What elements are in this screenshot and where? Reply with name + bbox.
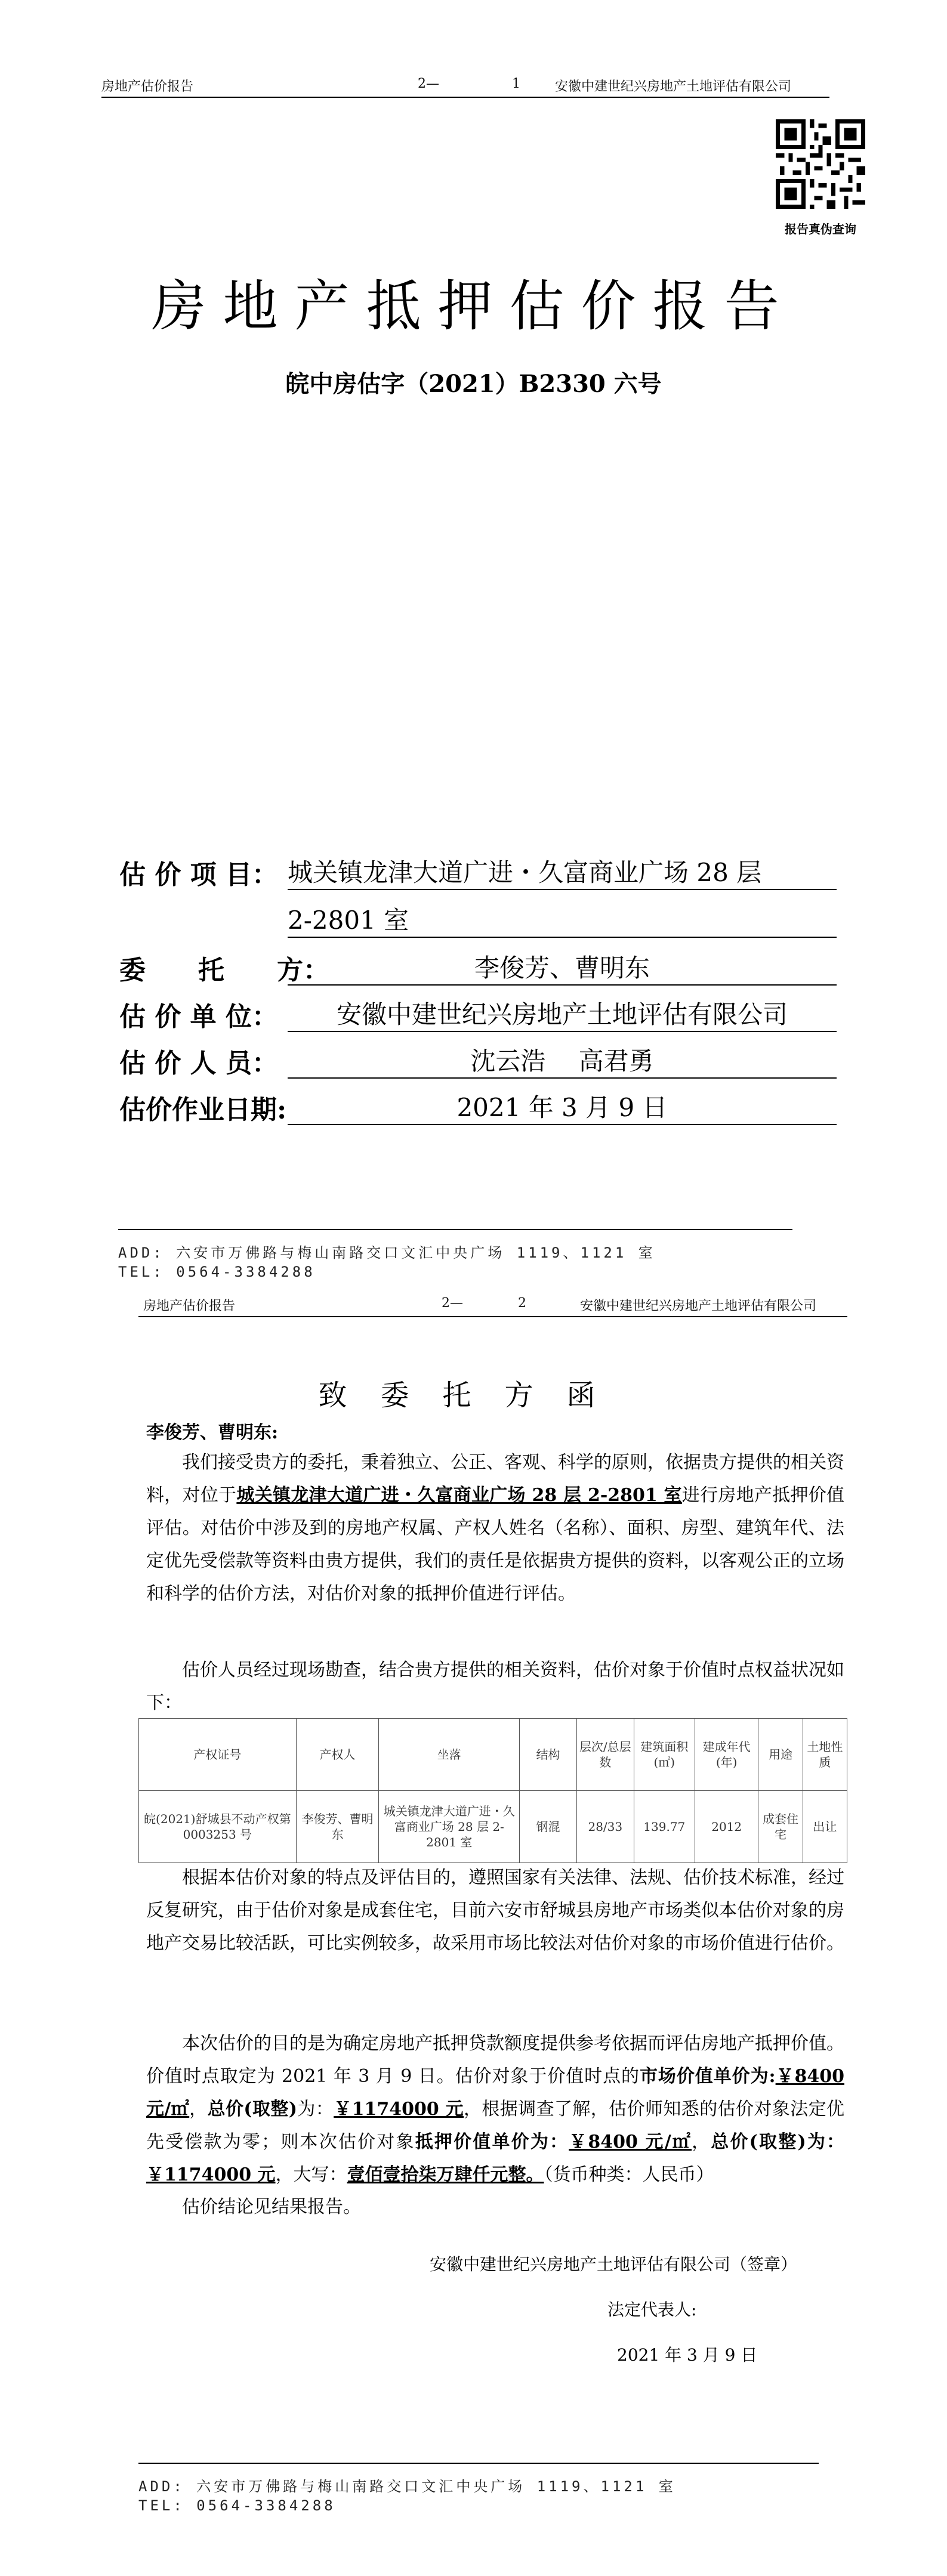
- paragraph-1: [146, 1446, 844, 1610]
- p4-mortgage-total-label: 总价(取整): [711, 2132, 806, 2152]
- report-title: 房地产抵押估价报告: [151, 274, 796, 338]
- footer-address: ADD: 六安市万佛路与梅山南路交口文汇中央广场 1119、1121 室: [138, 2478, 676, 2495]
- table-cell: 139.77: [634, 1791, 695, 1863]
- p4-mortgage-unit-price: ￥8400 元/㎡: [569, 2132, 692, 2152]
- table-cell: 2012: [695, 1791, 758, 1863]
- p1-address: 城关镇龙津大道广进・久富商业广场 28 层 2-2801 室: [236, 1485, 682, 1506]
- header-left: 房地产估价报告: [143, 1299, 236, 1314]
- header-left: 房地产估价报告: [101, 79, 194, 94]
- p2-text: 估价人员经过现场勘查，结合贵方提供的相关资料，估价对象于价值时点权益状况如下：: [146, 1660, 844, 1713]
- footer-tel: TEL: 0564-3384288: [138, 2497, 336, 2514]
- p4-text: ，: [692, 2132, 711, 2152]
- p4-text: 为：: [806, 2132, 845, 2152]
- project-value-line1: 城关镇龙津大道广进・久富商业广场 28 层: [288, 858, 762, 887]
- header-page-a: 2—: [418, 76, 439, 91]
- footer-rule: [138, 2463, 819, 2464]
- qr-caption: 报告真伪查询: [785, 222, 856, 236]
- header-right: 安徽中建世纪兴房地产土地评估有限公司: [555, 79, 792, 94]
- header-rule: [138, 1316, 847, 1317]
- p4-text: 本次估价的目的是为确定房地产抵押贷款额度提供参考依据而评估房地产抵押价值。价值时点取定为 2021 年 3 月 9 日。估价对象于价值时点的: [146, 2033, 844, 2087]
- table-header: 用途: [758, 1719, 803, 1791]
- header-page-b: 1: [512, 76, 520, 91]
- footer-rule: [118, 1229, 792, 1230]
- p4-text: ，根据调查了解，估价师知悉的估价对象法定优先受偿款为零；则本次估价对象: [146, 2099, 845, 2152]
- paragraph-3: [146, 1861, 844, 1960]
- salutation: 李俊芳、曹明东:: [146, 1422, 279, 1443]
- table-header-row: [139, 1719, 847, 1791]
- p4-text: 为：: [297, 2099, 334, 2120]
- footer-tel: TEL: 0564-3384288: [118, 1264, 316, 1280]
- client-label: 委 托 方：: [119, 955, 329, 986]
- table-cell: 皖(2021)舒城县不动产权第 0003253 号: [139, 1791, 297, 1863]
- date-value: 2021 年 3 月 9 日: [456, 1093, 668, 1122]
- table-cell: 成套住宅: [758, 1791, 803, 1863]
- qr-code-icon[interactable]: [776, 119, 865, 209]
- person-label: 估 价 人 员：: [119, 1048, 278, 1079]
- p4-currency-note: （货币种类：人民币）: [544, 2164, 714, 2185]
- p4-market-unit-label: 市场价值单价为:: [640, 2066, 776, 2087]
- table-header: 层次/总层数: [576, 1719, 634, 1791]
- date-underline: [288, 1124, 837, 1125]
- signature-representative: 法定代表人:: [607, 2300, 697, 2319]
- table-cell: 出让: [803, 1791, 847, 1863]
- table-cell: 钢混: [520, 1791, 577, 1863]
- paragraph-5: [146, 2191, 844, 2223]
- signature-date: 2021 年 3 月 9 日: [617, 2345, 758, 2365]
- unit-label: 估 价 单 位：: [119, 1002, 278, 1032]
- p4-mortgage-unit-label: 抵押价值单价为：: [415, 2132, 569, 2152]
- unit-value: 安徽中建世纪兴房地产土地评估有限公司: [336, 1000, 788, 1029]
- date-label: 估价作业日期:: [119, 1095, 287, 1125]
- p4-text: ，: [189, 2099, 208, 2120]
- project-label: 估 价 项 目：: [119, 860, 278, 890]
- p4-mortgage-total: ￥1174000 元: [146, 2164, 276, 2185]
- header-page-b: 2: [518, 1296, 526, 1311]
- table-header: 坐落: [379, 1719, 520, 1791]
- paragraph-4: [146, 2027, 844, 2191]
- client-value: 李俊芳、曹明东: [474, 953, 650, 983]
- table-header: 建筑面积(㎡): [634, 1719, 695, 1791]
- unit-underline: [288, 1031, 837, 1032]
- p4-market-unit-price: ￥8400 元/㎡: [146, 2066, 844, 2120]
- client-underline: [288, 984, 837, 986]
- table-header: 土地性质: [803, 1719, 847, 1791]
- person-underline: [288, 1077, 837, 1079]
- project-underline-1: [288, 889, 837, 890]
- table-header: 产权证号: [139, 1719, 297, 1791]
- table-header: 建成年代(年): [695, 1719, 758, 1791]
- p4-market-total-label: 总价(取整): [207, 2099, 297, 2120]
- table-row: [139, 1791, 847, 1863]
- p4-amount-in-words: 壹佰壹拾柒万肆仟元整。: [347, 2164, 544, 2185]
- project-value-line2: 2-2801 室: [288, 906, 409, 935]
- property-table: [138, 1718, 847, 1863]
- p4-market-total: ￥1174000 元: [334, 2099, 464, 2120]
- signature-company: 安徽中建世纪兴房地产土地评估有限公司（签章）: [430, 2254, 798, 2274]
- header-page-a: 2—: [442, 1296, 463, 1311]
- p4-text: ，大写：: [275, 2164, 347, 2185]
- project-underline-2: [288, 937, 837, 938]
- document-number: 皖中房估字（2021）B2330 六号: [285, 370, 662, 398]
- table-cell: 城关镇龙津大道广进・久富商业广场 28 层 2-2801 室: [379, 1791, 520, 1863]
- table-header: 产权人: [296, 1719, 379, 1791]
- letter-title: 致委托方函: [318, 1379, 629, 1412]
- paragraph-2: [146, 1654, 844, 1719]
- header-rule: [101, 97, 829, 98]
- footer-address: ADD: 六安市万佛路与梅山南路交口文汇中央广场 1119、1121 室: [118, 1244, 656, 1261]
- table-cell: 28/33: [576, 1791, 634, 1863]
- p3-text: 根据本估价对象的特点及评估目的，遵照国家有关法律、法规、估价技术标准，经过反复研究，由于估价对象是成套住宅，目前六安市舒城县房地产市场类似本估价对象的房地产交易比较活跃，可比实例较多，故采用市场比较法对估价对象的市场价值进行估价。: [146, 1867, 844, 1954]
- p5-text: 估价结论见结果报告。: [182, 2197, 361, 2217]
- p1-after: 进行房地产抵押价值评估。对估价中涉及到的房地产权属、产权人姓名（名称）、面积、房型、建筑年代、法定优先受偿款等资料由贵方提供，我们的责任是依据贵方提供的资料，以客观公正的立场和科学的估价方法，对估价对象的抵押价值进行评估。: [146, 1485, 845, 1604]
- person-value: 沈云浩 高君勇: [470, 1046, 654, 1076]
- table-cell: 李俊芳、曹明东: [296, 1791, 379, 1863]
- header-right: 安徽中建世纪兴房地产土地评估有限公司: [580, 1299, 817, 1314]
- table-header: 结构: [520, 1719, 577, 1791]
- p1-before: 我们接受贵方的委托，秉着独立、公正、客观、科学的原则，依据贵方提供的相关资料，对位于: [146, 1452, 844, 1506]
